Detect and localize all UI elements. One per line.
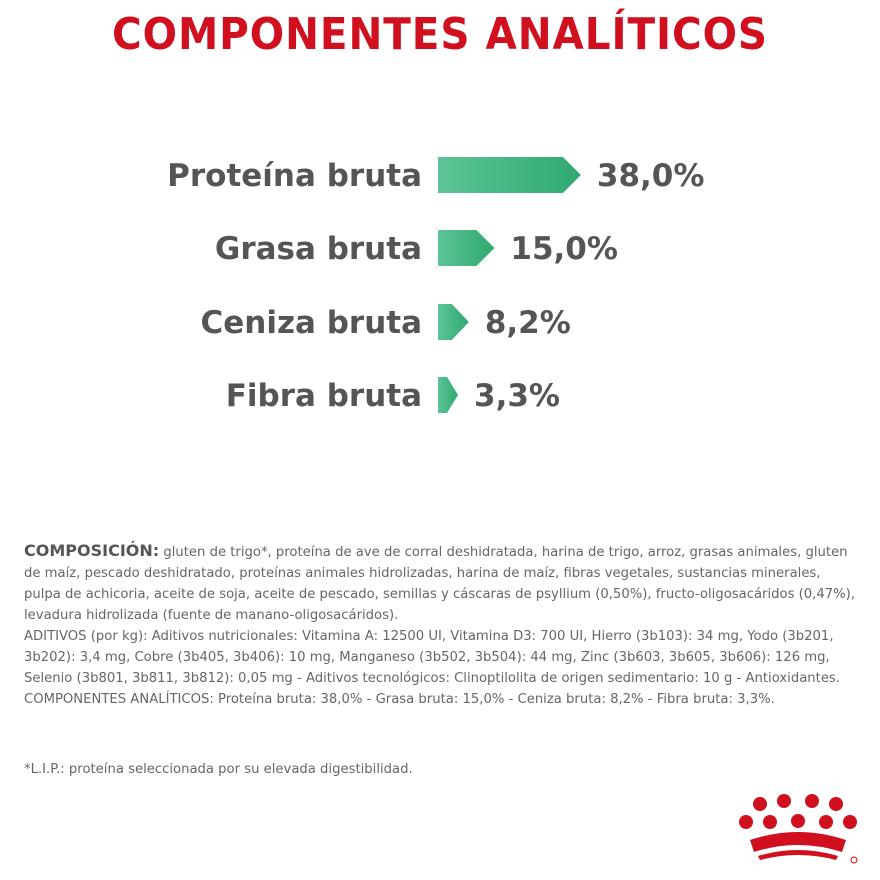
category-label: Grasa bruta: [214, 231, 422, 267]
royal-canin-crown-icon: [736, 794, 860, 870]
bar: [438, 157, 581, 193]
composition-paragraph: [24, 540, 860, 626]
category-label: Ceniza bruta: [200, 305, 422, 341]
page-title: COMPONENTES ANALÍTICOS: [112, 9, 768, 60]
footnote: *L.I.P.: proteína seleccionada por su elevada digestibilidad.: [24, 762, 413, 777]
composition-heading: COMPOSICIÓN:: [24, 541, 160, 560]
category-label: Fibra bruta: [225, 378, 422, 414]
value-label: 3,3%: [474, 378, 560, 414]
category-label: Proteína bruta: [167, 158, 422, 194]
composition-block: [24, 540, 860, 710]
bar: [438, 377, 458, 413]
value-label: 15,0%: [510, 231, 618, 267]
analytical-paragraph: COMPONENTES ANALÍTICOS: Proteína bruta: 38,0% - Grasa bruta: 15,0% - Ceniza bruta: 8,2% - Fibra bruta: 3,3%.: [24, 692, 775, 707]
value-label: 8,2%: [484, 305, 571, 341]
bar: [438, 230, 494, 266]
composition-text: gluten de trigo*, proteína de ave de corral deshidratada, harina de trigo, arroz, grasas animales, gluten de maíz, pescado deshidratado, proteínas animales hidrolizadas, harina de maíz, fibras vegetales, sustancias minerales, pulpa de achicoria, aceite de soja, aceite de pescado, semillas y cáscaras de psyllium (0,50%), fructo-oligosacáridos (0,47%), levadura hidrolizada (fuente de manano-oligosacáridos).: [24, 545, 856, 623]
additives-paragraph: ADITIVOS (por kg): Aditivos nutricionales: Vitamina A: 12500 UI, Vitamina D3: 700 UI, Hierro (3b103): 34 mg, Yodo (3b201, 3b202): 3,4 mg, Cobre (3b405, 3b406): 10 mg, Manganeso (3b502, 3b504): 44 mg, Zinc (3b603, 3b605, 3b606): 126 mg, Selenio (3b801, 3b811, 3b812): 0,05 mg - Aditivos tecnológicos: Clinoptilolita de origen sedimentario: 10 g - Antioxidantes.: [24, 629, 840, 686]
value-label: 38,0%: [596, 158, 705, 194]
bar: [438, 304, 469, 340]
nutrient-bar-chart: [0, 140, 880, 440]
